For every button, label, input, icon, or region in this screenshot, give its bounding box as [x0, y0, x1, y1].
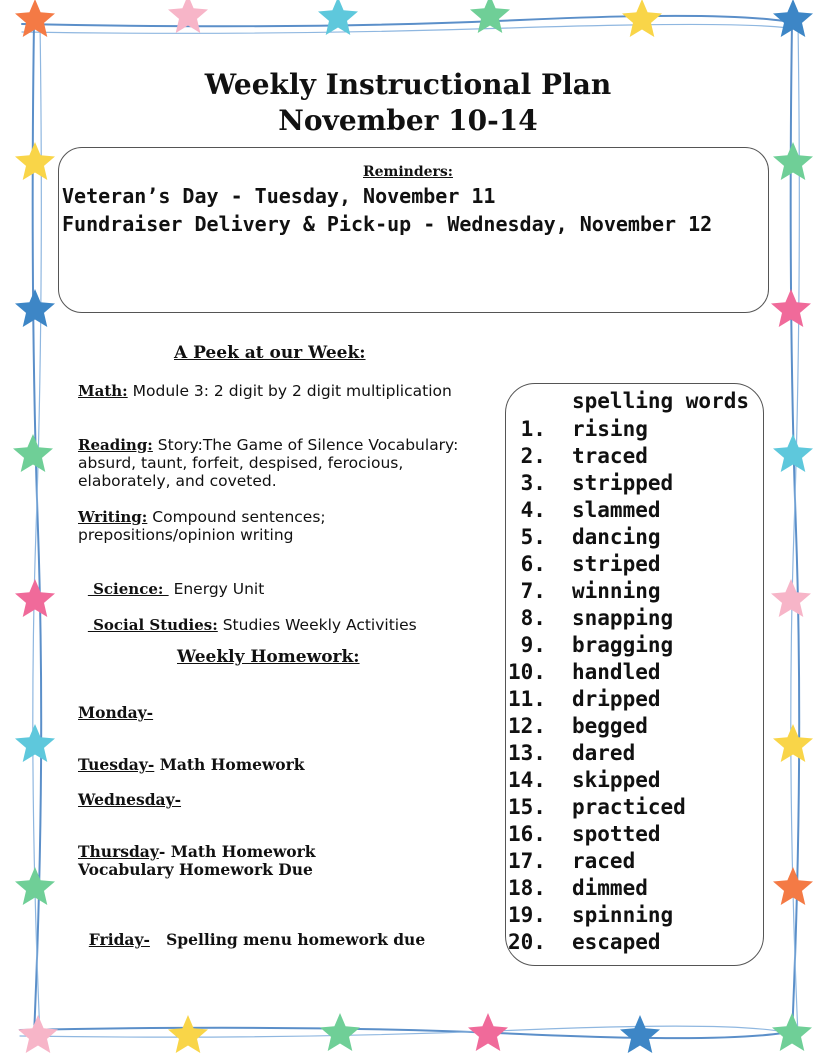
spelling-word-number: 12.	[508, 714, 546, 738]
star-icon	[622, 0, 662, 37]
spelling-word-number: 5.	[508, 525, 546, 549]
spelling-word: dimmed	[572, 876, 648, 900]
spelling-word: striped	[572, 552, 661, 576]
spelling-word-item	[508, 929, 686, 956]
spelling-word-item	[508, 848, 686, 875]
subject-label: Math:	[78, 382, 128, 400]
spelling-word-number: 7.	[508, 579, 546, 603]
subject-label: Reading:	[78, 436, 153, 454]
page-title: Weekly Instructional Plan	[204, 68, 612, 101]
spelling-word-number: 4.	[508, 498, 546, 522]
subject-text: Story:The Game of Silence Vocabulary: absurd, taunt, forfeit, despised, ferocious, elaborately, and coveted.	[78, 436, 459, 490]
spelling-word: traced	[572, 444, 648, 468]
star-icon	[168, 0, 208, 33]
homework-wednesday	[78, 791, 181, 809]
star-icon	[620, 1015, 660, 1053]
spelling-word-number: 15.	[508, 795, 546, 819]
reminder-line: Veteran’s Day - Tuesday, November 11	[62, 184, 496, 208]
star-icon	[168, 1015, 208, 1053]
star-icon	[771, 579, 811, 617]
spelling-word-number: 19.	[508, 903, 546, 927]
reminder-line: Fundraiser Delivery & Pick-up - Wednesday, November 12	[62, 212, 713, 236]
spelling-word-item	[508, 578, 686, 605]
spelling-word-item	[508, 497, 686, 524]
peek-heading: A Peek at our Week:	[174, 343, 366, 363]
spelling-word-item	[508, 740, 686, 767]
homework-text-line2: Vocabulary Homework Due	[78, 860, 313, 879]
spelling-word: rising	[572, 417, 648, 441]
homework-day: Friday-	[88, 930, 150, 949]
subject-label: Science:	[87, 580, 169, 598]
subject-text: Module 3: 2 digit by 2 digit multiplication	[127, 382, 452, 400]
subject-text: Compound sentences; prepositions/opinion writing	[78, 508, 326, 544]
spelling-word-number: 8.	[508, 606, 546, 630]
spelling-word: practiced	[572, 795, 686, 819]
spelling-word: raced	[572, 849, 636, 873]
subject-label: Social Studies:	[87, 616, 218, 634]
star-icon	[773, 724, 813, 762]
homework-text: Spelling menu homework due	[149, 930, 426, 949]
star-icon	[15, 289, 55, 327]
homework-day: Monday-	[78, 703, 154, 722]
homework-text: Math Homework	[154, 755, 305, 774]
spelling-word: skipped	[572, 768, 661, 792]
spelling-word-item	[508, 443, 686, 470]
peek-item-science	[78, 562, 478, 598]
reminders-heading: Reminders:	[363, 164, 453, 180]
spelling-word: snapping	[572, 606, 674, 630]
spelling-word: handled	[572, 660, 661, 684]
spelling-word-item	[508, 632, 686, 659]
spelling-word: stripped	[572, 471, 674, 495]
peek-item-social-studies	[78, 598, 478, 634]
subject-label: Writing:	[78, 508, 148, 526]
peek-item-reading	[78, 436, 478, 490]
homework-tuesday	[78, 756, 305, 774]
homework-day: Tuesday-	[78, 755, 155, 774]
spelling-word-number: 16.	[508, 822, 546, 846]
spelling-word: dripped	[572, 687, 661, 711]
star-icon	[318, 0, 358, 35]
spelling-title: spelling words	[572, 389, 750, 413]
spelling-word: slammed	[572, 498, 661, 522]
spelling-word-item	[508, 605, 686, 632]
spelling-word: winning	[572, 579, 661, 603]
spelling-word-item	[508, 470, 686, 497]
spelling-word-number: 6.	[508, 552, 546, 576]
star-icon	[13, 434, 53, 472]
spelling-word-number: 11.	[508, 687, 546, 711]
star-icon	[15, 0, 55, 37]
spelling-word: escaped	[572, 930, 661, 954]
star-icon	[320, 1013, 360, 1051]
spelling-word-item	[508, 713, 686, 740]
star-icon	[772, 1013, 812, 1051]
spelling-word-number: 18.	[508, 876, 546, 900]
spelling-word-item	[508, 659, 686, 686]
star-icon	[773, 434, 813, 472]
spelling-word-number: 14.	[508, 768, 546, 792]
subject-text: Studies Weekly Activities	[217, 616, 417, 634]
star-icon	[773, 0, 813, 37]
spelling-word-number: 20.	[508, 930, 546, 954]
peek-item-math	[78, 382, 478, 400]
homework-heading: Weekly Homework:	[177, 647, 360, 667]
spelling-word: spinning	[572, 903, 674, 927]
star-icon	[468, 1013, 508, 1051]
peek-item-writing	[78, 508, 478, 544]
homework-thursday	[78, 843, 316, 879]
spelling-word: spotted	[572, 822, 661, 846]
spelling-word-item	[508, 821, 686, 848]
spelling-word-number: 9.	[508, 633, 546, 657]
spelling-word: begged	[572, 714, 648, 738]
star-icon	[15, 724, 55, 762]
star-icon	[15, 579, 55, 617]
homework-friday	[78, 913, 425, 949]
spelling-word: dared	[572, 741, 636, 765]
spelling-word-item	[508, 551, 686, 578]
spelling-word-item	[508, 416, 686, 443]
homework-day: Wednesday-	[78, 790, 182, 809]
spelling-word-number: 2.	[508, 444, 546, 468]
spelling-word: dancing	[572, 525, 661, 549]
spelling-word-item	[508, 524, 686, 551]
spelling-word-item	[508, 794, 686, 821]
spelling-word-number: 3.	[508, 471, 546, 495]
homework-day: Thursday	[78, 842, 159, 861]
spelling-word-item	[508, 686, 686, 713]
spelling-word-item	[508, 875, 686, 902]
spelling-word-number: 13.	[508, 741, 546, 765]
spelling-word-number: 17.	[508, 849, 546, 873]
spelling-list	[508, 416, 686, 956]
spelling-word-item	[508, 767, 686, 794]
subject-text: Energy Unit	[168, 580, 265, 598]
homework-text: - Math Homework	[158, 842, 316, 861]
spelling-word-number: 1.	[508, 417, 546, 441]
homework-monday	[78, 704, 153, 722]
spelling-word-item	[508, 902, 686, 929]
page-subtitle-dates: November 10-14	[278, 104, 538, 137]
spelling-word-number: 10.	[508, 660, 546, 684]
spelling-word: bragging	[572, 633, 674, 657]
star-icon	[18, 1015, 58, 1053]
